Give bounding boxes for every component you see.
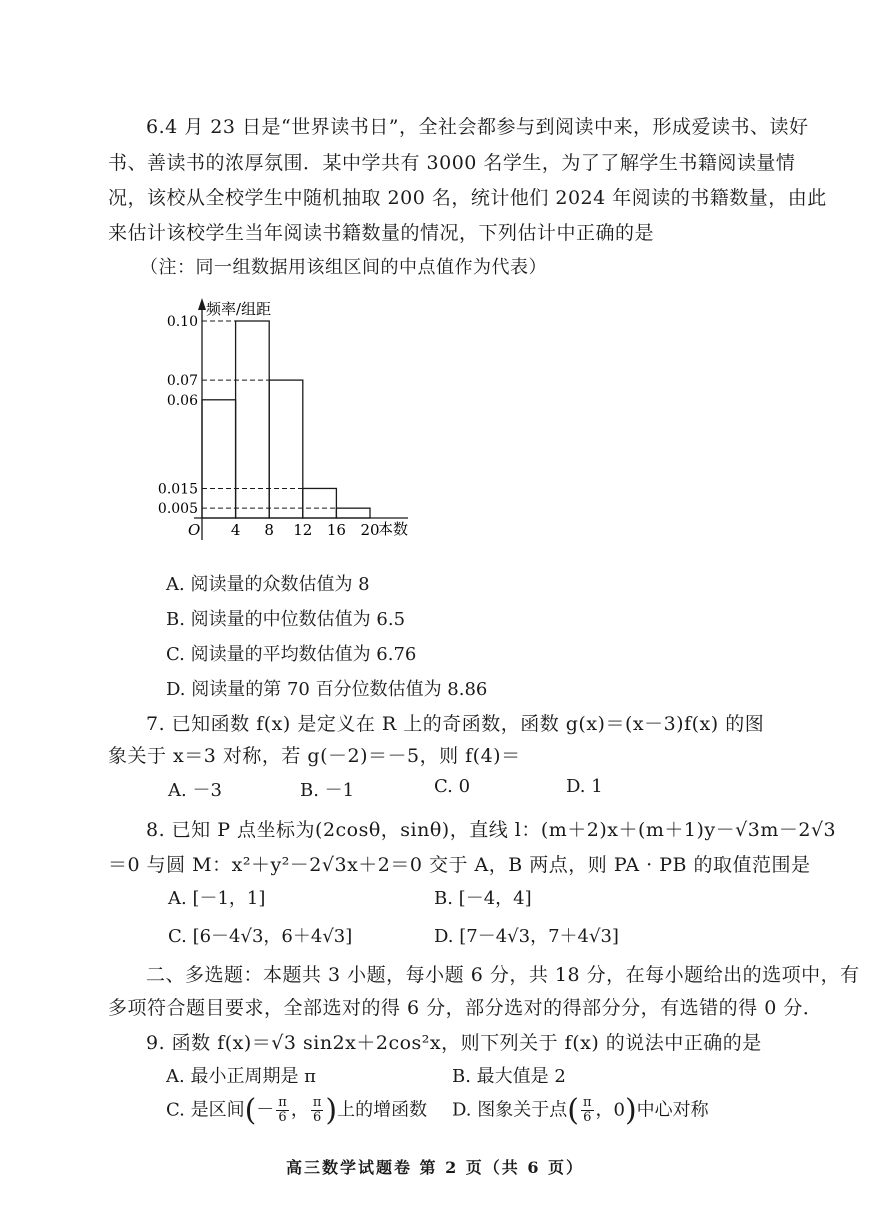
q9-stem: 9. 函数 f(x)＝√3 sin2x＋2cos²x，则下列关于 f(x) 的说法中正确的是	[146, 1032, 762, 1054]
histogram-bar	[202, 400, 236, 518]
y-axis-arrow	[198, 298, 206, 310]
comma: ，	[595, 1099, 614, 1121]
x-tick-label: 12	[293, 521, 313, 539]
y-tick-label: 0.005	[157, 501, 198, 518]
section2-line-1: 二、多选题：本题共 3 小题，每小题 6 分，共 18 分，在每小题给出的选项中，有	[146, 964, 860, 986]
x-tick-label: 4	[230, 521, 241, 539]
frac-num: π	[278, 1095, 287, 1110]
fraction-pi-6	[311, 1096, 324, 1125]
q7-option-b: B. －1	[300, 780, 355, 801]
q7-option-a: A. －3	[168, 780, 222, 801]
histogram-svg	[140, 292, 440, 552]
fraction-neg-pi-6	[276, 1096, 289, 1125]
minus-sign: －	[256, 1099, 275, 1121]
y-tick-label: 0.07	[166, 373, 198, 390]
q8-line-1: 8. 已知 P 点坐标为(2cosθ，sinθ)，直线 l：(m＋2)x＋(m＋1)y－√3m－2√3	[146, 819, 837, 841]
histogram-bar	[336, 508, 370, 518]
q6-option-c: C. 阅读量的平均数估值为 6.76	[166, 644, 417, 665]
q9-option-d	[452, 1093, 709, 1128]
q9-option-d-label: D. 图象关于点	[452, 1099, 568, 1121]
frac-num: π	[582, 1095, 592, 1110]
y-tick-label: 0.10	[166, 314, 198, 330]
q7-option-c: C. 0	[434, 776, 471, 797]
y-tick-label: 0.015	[157, 481, 198, 498]
q9-option-c-tail: 上的增函数	[337, 1099, 428, 1121]
frac-num: π	[312, 1095, 322, 1110]
page-footer: 高三数学试题卷 第 2 页（共 6 页）	[285, 1158, 585, 1177]
q9-option-d-tail: 中心对称	[636, 1099, 709, 1121]
q6-line-3: 况，该校从全校学生中随机抽取 200 名，统计他们 2024 年阅读的书籍数量，由此	[108, 187, 827, 209]
x-axis-label: 本数	[378, 520, 409, 538]
left-paren: (	[244, 1093, 257, 1128]
q6-note: （注：同一组数据用该组区间的中点值作为代表）	[140, 257, 547, 278]
left-paren: (	[567, 1093, 579, 1128]
q8-line-2: ＝0 与圆 M：x²＋y²－2√3x＋2＝0 交于 A，B 两点，则 PA · PB 的取值范围是	[108, 854, 811, 876]
q8-option-c: C. [6－4√3，6＋4√3]	[168, 926, 353, 947]
q7-line-1: 7. 已知函数 f(x) 是定义在 R 上的奇函数，函数 g(x)＝(x－3)f(x) 的图	[146, 713, 765, 735]
q8-option-d: D. [7－4√3，7＋4√3]	[434, 926, 619, 947]
q9-option-b: B. 最大值是 2	[452, 1066, 566, 1087]
frac-den: 6	[583, 1110, 592, 1125]
x-tick-label: 20	[360, 521, 380, 539]
comma: ，	[290, 1099, 309, 1121]
y-tick-label: 0.06	[166, 392, 198, 409]
frac-den: 6	[312, 1110, 322, 1125]
origin-label: O	[188, 521, 201, 539]
q8-option-b: B. [－4，4]	[434, 888, 532, 909]
q7-option-d: D. 1	[566, 776, 603, 797]
q6-option-d: D. 阅读量的第 70 百分位数估值为 8.86	[166, 679, 488, 700]
zero: 0	[613, 1099, 625, 1121]
q6-option-b: B. 阅读量的中位数估值为 6.5	[166, 609, 406, 630]
q9-option-a: A. 最小正周期是 π	[166, 1066, 316, 1087]
q9-option-c	[166, 1093, 427, 1128]
q6-option-a: A. 阅读量的众数估值为 8	[166, 574, 370, 595]
q7-line-2: 象关于 x＝3 对称，若 g(－2)＝－5，则 f(4)＝	[108, 745, 521, 767]
fraction-pi-6	[581, 1096, 594, 1125]
section2-line-2: 多项符合题目要求，全部选对的得 6 分，部分选对的得部分分，有选错的得 0 分．	[108, 997, 823, 1019]
x-tick-label: 8	[264, 521, 274, 539]
histogram-bar	[269, 380, 303, 518]
q6-line-1: 6.4 月 23 日是“世界读书日”，全社会都参与到阅读中来，形成爱读书、读好	[146, 116, 809, 138]
right-paren: )	[624, 1093, 637, 1128]
histogram-bar	[303, 488, 337, 518]
x-tick-label: 16	[326, 521, 346, 539]
frac-den: 6	[278, 1110, 287, 1125]
right-paren: )	[325, 1093, 338, 1128]
frequency-histogram	[140, 292, 440, 552]
q9-option-c-label: C. 是区间	[166, 1099, 245, 1121]
q8-option-a: A. [－1，1]	[168, 888, 266, 909]
q6-line-2: 书、善读书的浓厚氛围．某中学共有 3000 名学生，为了了解学生书籍阅读量情	[108, 152, 796, 174]
y-axis-label: 频率/组距	[206, 300, 272, 318]
q6-line-4: 来估计该校学生当年阅读书籍数量的情况，下列估计中正确的是	[108, 222, 655, 244]
